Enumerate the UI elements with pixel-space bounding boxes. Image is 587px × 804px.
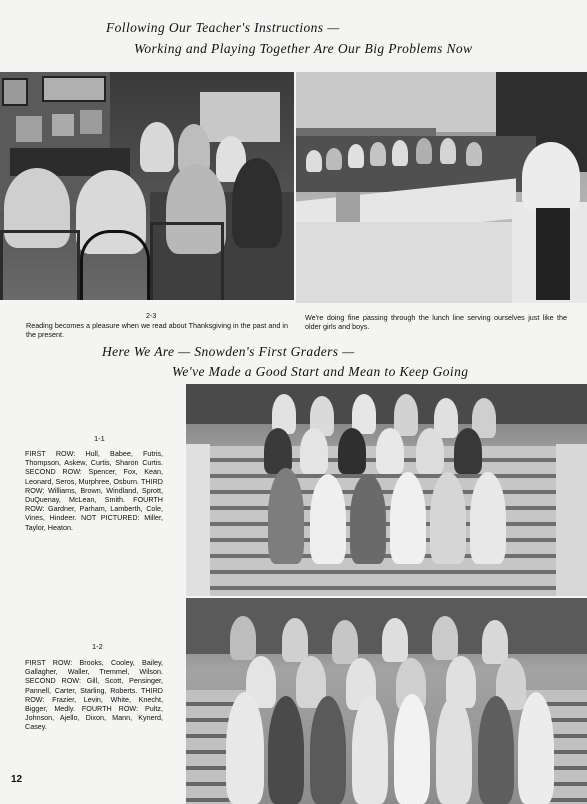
lunch-line-photo xyxy=(296,72,587,303)
page-number: 12 xyxy=(11,774,23,785)
class-1-1-number: 1-1 xyxy=(94,434,105,443)
heading-good-start: We've Made a Good Start and Mean to Keep Going xyxy=(172,364,469,379)
photo2-caption: We're doing fine passing through the lunch line serving ourselves just like the older girls and boys. xyxy=(305,313,567,331)
class-1-1-roster: FIRST ROW: Hull, Babee, Futris, Thompson, Askew, Curtis, Sharon Curtis. SECOND ROW: Spencer, Fox, Kean, Leonard, Seros, Murphree, Osburn. THIRD ROW: Williams, Brown, Windland, Sprott, DuQuenay, McLean, Smith. FOURTH ROW: Gardner, Parham, Lamberth, Cole, Vines, Hindeer. NOT PICTURED: Miller, Taylor, Heaton. xyxy=(25,449,163,532)
heading-first-graders: Here We Are — Snowden's First Graders — xyxy=(102,344,355,359)
photo1-number: 2-3 xyxy=(146,311,157,320)
class-1-2-number: 1-2 xyxy=(92,642,103,651)
classroom-reading-photo xyxy=(0,72,294,300)
photo1-caption: Reading becomes a pleasure when we read about Thanksgiving in the past and in the present. xyxy=(26,321,288,339)
heading-working-playing: Working and Playing Together Are Our Big Problems Now xyxy=(134,41,473,56)
class-1-2-roster: FIRST ROW: Brooks, Cooley, Bailey, Gallagher, Waller, Tremmel, Wilson. SECOND ROW: Gill, Scott, Pensinger, Pannell, Carter, Starling, Roberts. THIRD ROW: Frazier, Levin, White, Knecht, Bigger, Medly. FOURTH ROW: Pultz, Johnson, Ajello, Dixon, Mann, Kynerd, Casey. xyxy=(25,658,163,732)
heading-instructions: Following Our Teacher's Instructions — xyxy=(106,20,340,35)
class-1-2-photo xyxy=(186,598,587,804)
class-1-1-photo xyxy=(186,384,587,596)
